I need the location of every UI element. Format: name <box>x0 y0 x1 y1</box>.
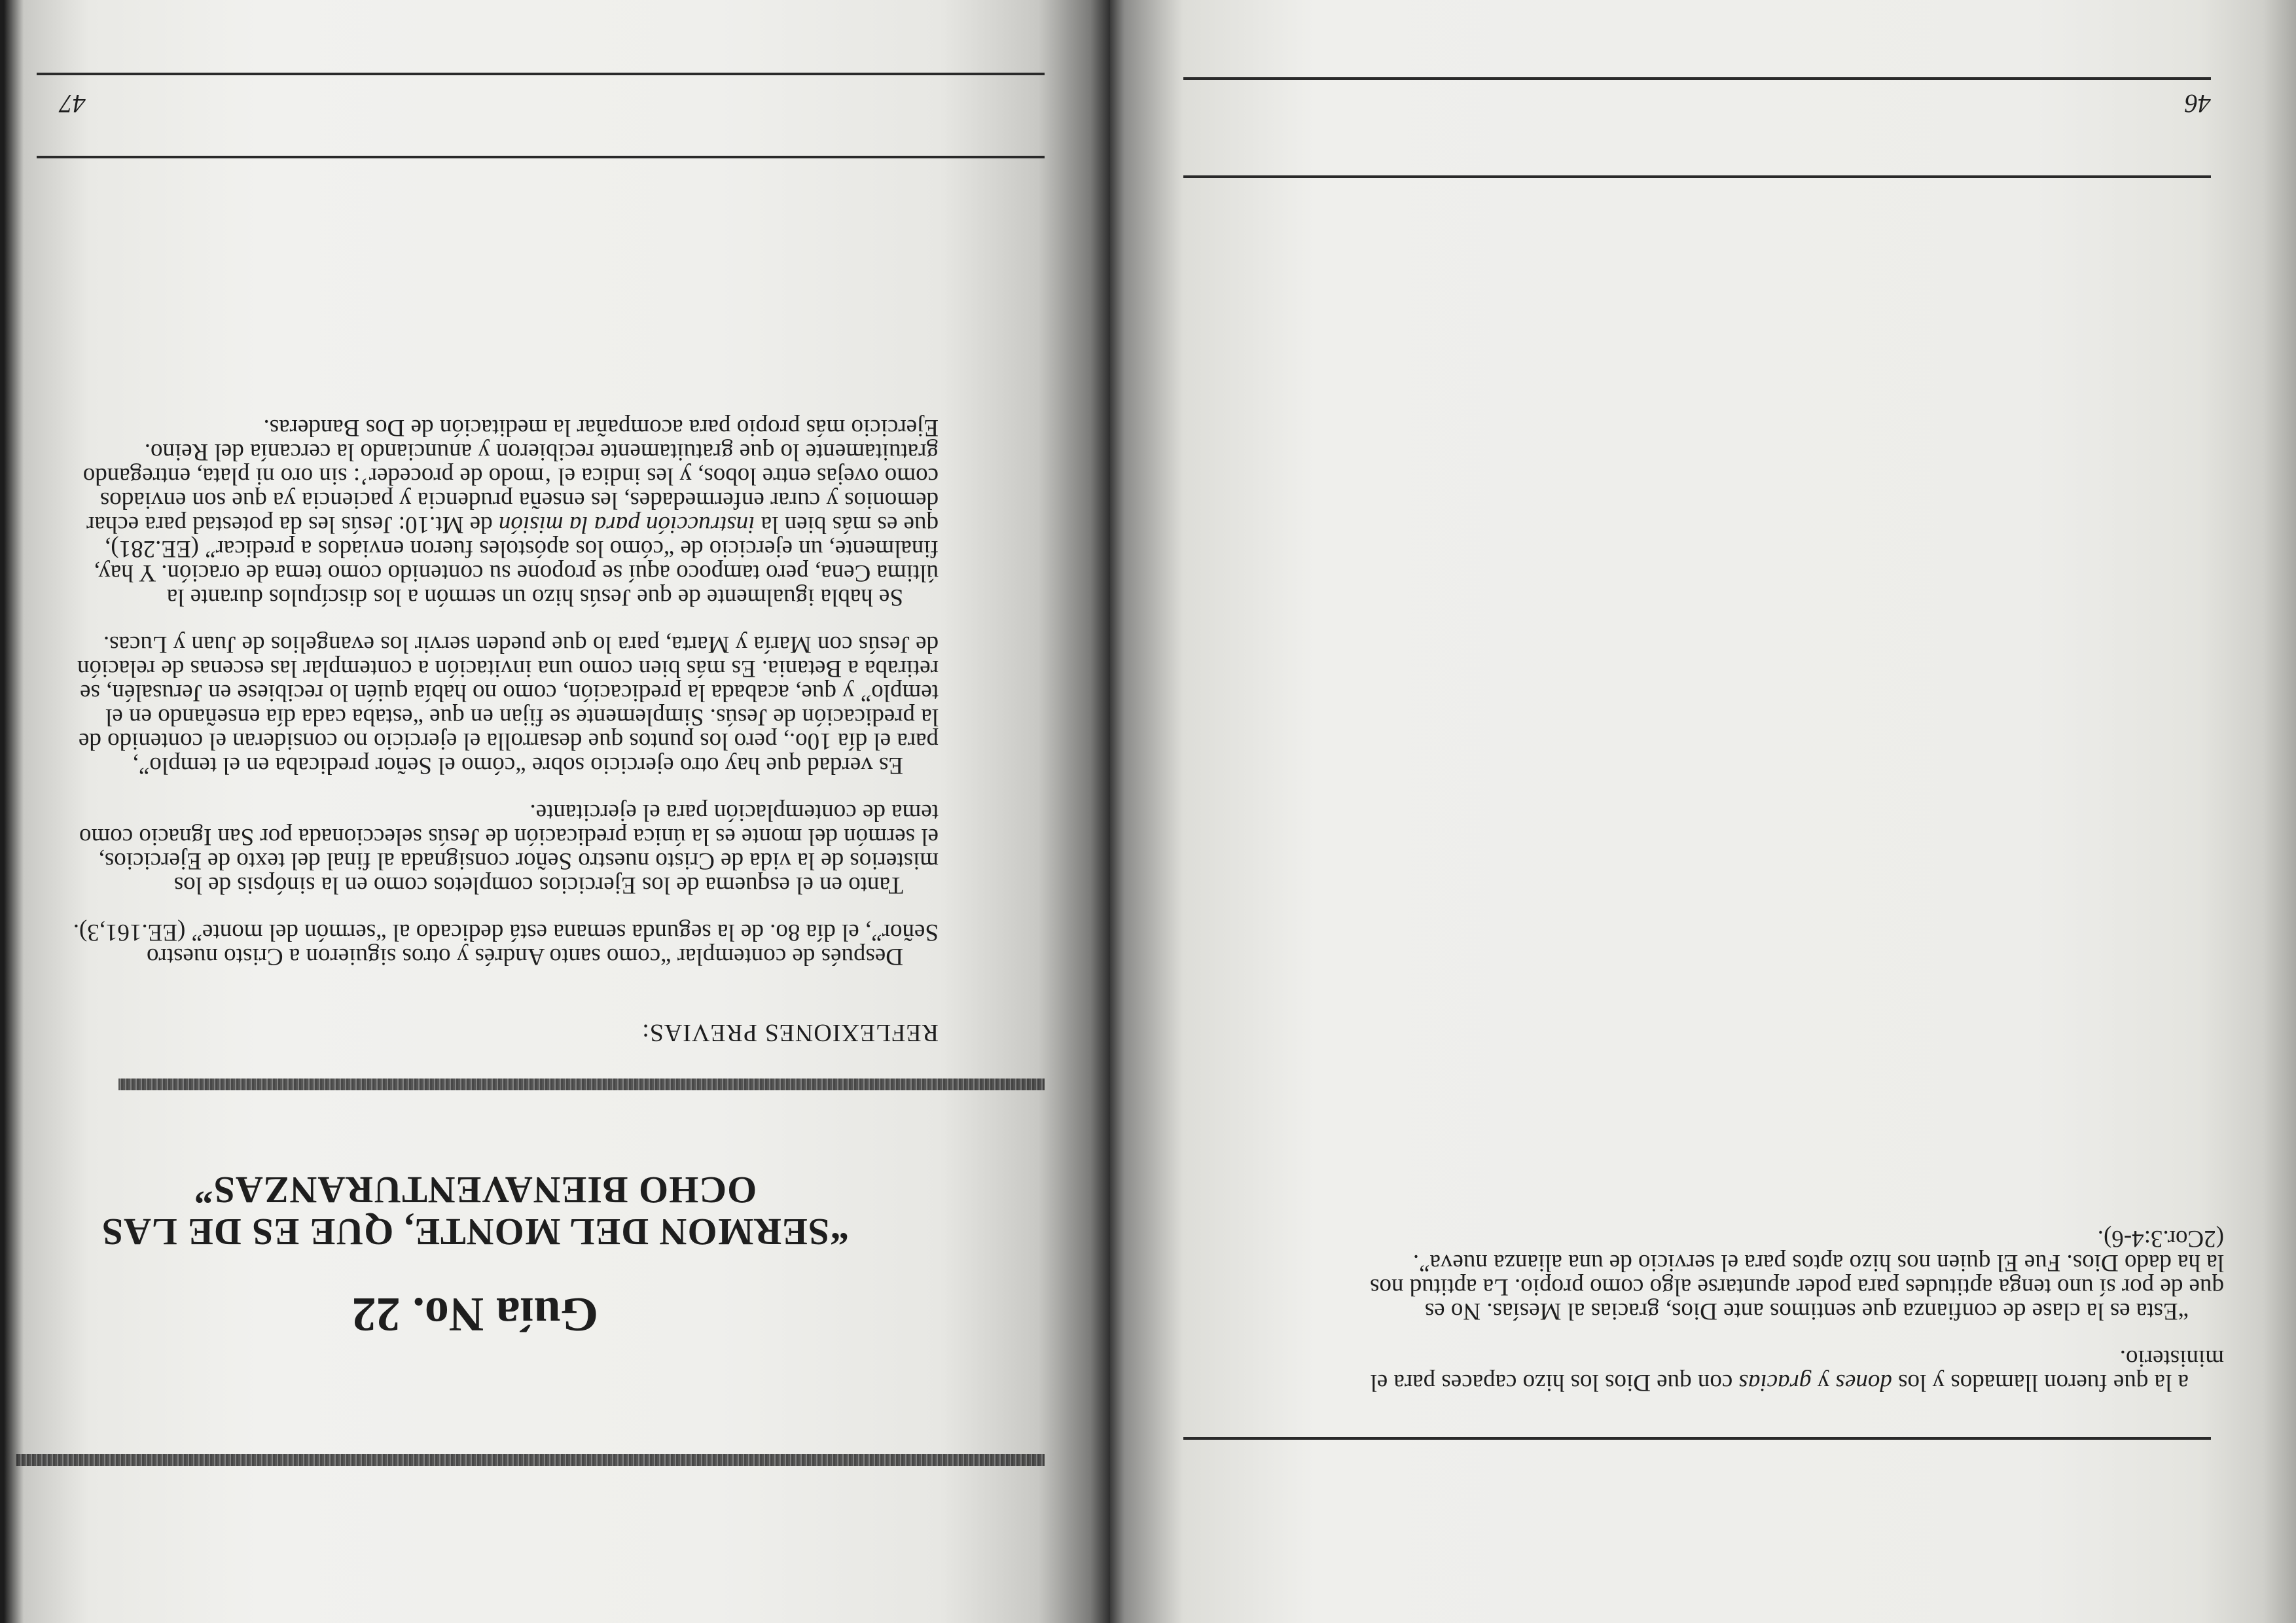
text-line: finalmente, un ejercicio de “cómo los apóstoles fueron enviados a predicar” (EE.281), <box>105 535 939 562</box>
section-heading: REFLEXIONES PREVIAS: <box>641 1019 939 1046</box>
text-line: a la que fueron llamados y los dones y gracias con que Dios los hizo capaces para el <box>1370 1369 2189 1396</box>
left-page-body <box>1190 1226 2224 1395</box>
text-line: “Esta es la clase de confianza que sentimos ante Dios, gracias al Mesías. No es <box>1424 1298 2189 1325</box>
top-rule <box>37 73 1045 75</box>
text-line: Ejercicio más propio para acompañar la meditación de Dos Banderas. <box>263 414 939 441</box>
page-number: 47 <box>60 89 86 118</box>
left-page <box>1110 0 2296 1623</box>
text-line: gratuitamente lo que gratuitamente recibieron y anunciando la cercanía del Reino. <box>144 438 939 465</box>
guide-title: Guía No. 22 <box>351 1287 599 1341</box>
text-line: la predicación de Jesús. Simplemente se fijan en que “estaba cada día enseñando en el <box>105 704 939 730</box>
guide-subtitle-line: OCHO BIENAVENTURANZAS” <box>193 1169 757 1211</box>
text-line: Tanto en el esquema de los Ejercicios completos como en la sinópsis de los <box>173 872 903 899</box>
text-line: el sermón del monte es la única predicación de Jesús seleccionada por San Ignacio como <box>79 823 939 850</box>
paragraph <box>0 416 939 609</box>
bottom-rule <box>1183 1437 2211 1440</box>
page-number: 46 <box>2185 89 2211 118</box>
text-line: (2Cor.3:4-6). <box>2097 1225 2224 1252</box>
guide-subtitle-line: “SERMON DEL MONTE, QUE ES DE LAS <box>101 1211 850 1253</box>
title-top-band <box>16 1454 1045 1466</box>
header-rule <box>1183 175 2211 178</box>
header-rule <box>37 156 1045 158</box>
top-rule <box>1183 77 2211 80</box>
text-line: tema de contemplación para el ejercitante. <box>529 799 939 826</box>
text-line: que es más bien la instrucción para la misión de Mt.10: Jesús les da potestad para echar <box>86 511 939 538</box>
text-line: retiraba a Betania. Es más bien como una invitación a contemplar las escenas de relación <box>77 655 939 682</box>
text-line: que de por sí uno tenga aptitudes para poder apuntarse algo como propio. La aptitud nos <box>1370 1274 2224 1300</box>
paragraph <box>0 920 939 969</box>
text-line: la ha dado Dios. Fue El quien nos hizo aptos para el servicio de una alianza nueva”. <box>1412 1249 2224 1276</box>
text-line: Señor”, el día 8o. de la segunda semana está dedicado al “sermón del monte” (EE.161,3). <box>73 919 939 946</box>
text-line: última Cena, pero tampoco aquí se propone su contenido como tema de oración. Y hay, <box>94 560 939 586</box>
text-line: demonios y curar enfermedades, les enseña prudencia y paciencia ya que son enviados <box>99 487 939 514</box>
right-page <box>0 0 1110 1623</box>
text-line: como ovejas entre lobos, y les indica el ‘modo de proceder’: sin oro ni plata, entregando <box>82 463 939 490</box>
paragraph <box>0 632 939 777</box>
paragraph <box>1190 1226 2224 1323</box>
title-bottom-band <box>118 1079 1045 1090</box>
text-line: Después de contemplar “como santo Andrés y otros siguieron a Cristo nuestro <box>146 943 903 970</box>
text-line: Se habla igualmente de que Jesús hizo un sermón a los discípulos durante la <box>166 584 903 611</box>
guide-subtitle <box>4 1169 946 1253</box>
paragraph <box>0 800 939 897</box>
right-page-body <box>0 416 939 969</box>
text-line: ministerio. <box>2119 1345 2224 1372</box>
text-line: templo” y que, acabada la predicación, como no había quién lo recibiese en Jerusalén, se <box>80 679 939 706</box>
text-line: de Jesús con María y Marta, para lo que pueden servir los evangelios de Juan y Lucas. <box>103 631 939 658</box>
text-line: Es verdad que hay otro ejercicio sobre “cómo el Señor predicaba en el templo”, <box>132 752 903 779</box>
paragraph <box>1190 1346 2224 1395</box>
text-line: misterios de la vida de Cristo nuestro Señor consignada al final del texto de Ejercicios, <box>98 847 939 874</box>
text-line: para el día 10o., pero los puntos que desarrolla el ejercicio no consideran el contenido de <box>78 728 939 755</box>
